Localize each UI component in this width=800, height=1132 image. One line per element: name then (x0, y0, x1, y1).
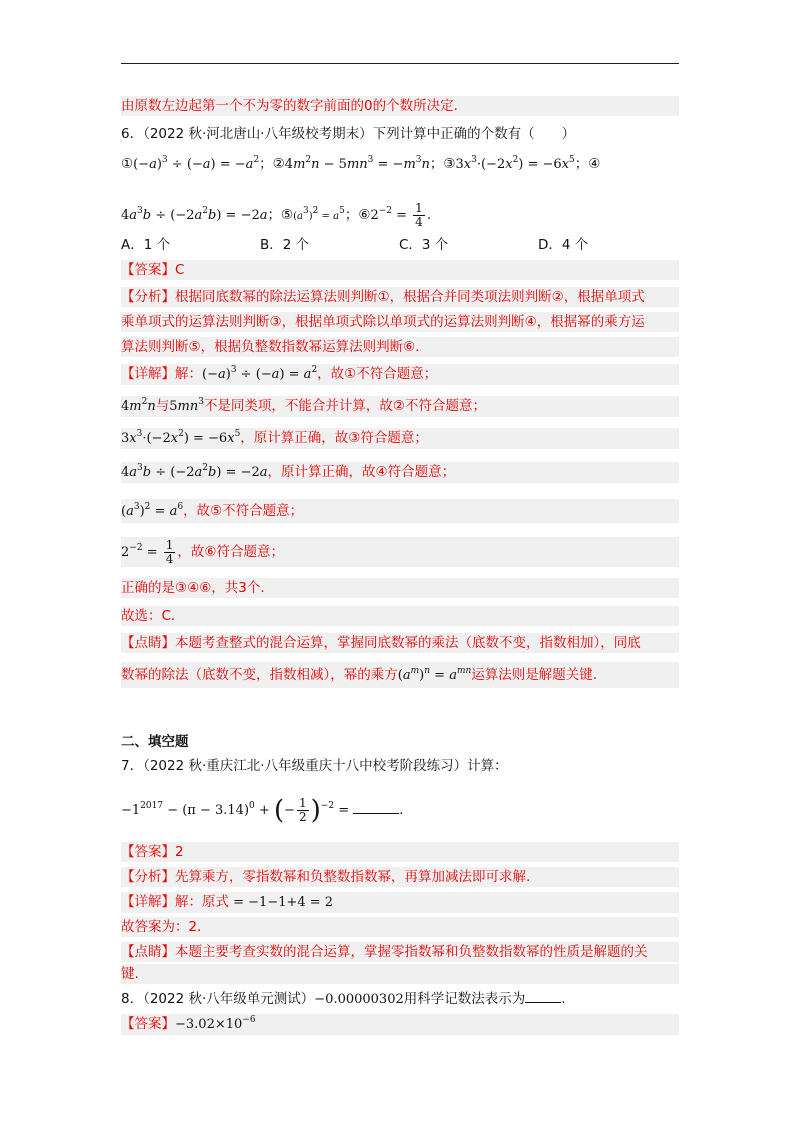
q7-stem: 7．（2022 秋·重庆江北·八年级重庆十八中校考阶段练习）计算： (121, 758, 508, 774)
comment-text: 运算法则是解题关键. (471, 667, 598, 683)
detail-expr4: $4a^3b \div (-2a^2b) = -2a$ (121, 463, 268, 480)
q7-answer (121, 842, 679, 862)
comment-expr: $(a^m)^n = a^{mn}$ (397, 666, 472, 683)
q6-detail-l6 (121, 537, 679, 567)
detail-expr1: $(-a)^3 \div (-a) = a^2$ (202, 365, 318, 382)
detail-tag: 【详解】 (121, 894, 175, 910)
q6-comment-l1 (121, 633, 679, 653)
q8-answer-expr: $-3.02\times 10^{-6}$ (175, 1015, 256, 1032)
comment-text: 本题考查整式的混合运算，掌握同底数幂的乘法（底数不变，指数相加），同底 (175, 635, 641, 651)
q6-option-a: A．1 个 (121, 237, 171, 253)
detail-expr3: $3x^3\cdot(-2x^2) = -6x^5$ (121, 429, 241, 446)
detail-expr2a: $4m^2n$ (121, 397, 156, 414)
q8-stem: 8．（2022 秋·八年级单元测试）−0.00000302用科学记数法表示为 . (121, 988, 679, 1010)
q6-items-row2 (121, 202, 679, 229)
analysis-tag: 【分析】 (121, 289, 175, 305)
q7-expression (121, 790, 679, 830)
q8-blank (525, 988, 561, 1003)
q6-comment-l2 (121, 662, 679, 688)
q7-expr: $-1^{2017} - (\pi - 3.14)^0$ + (− $\frac{1}{2}$ )$^{-2}$ = . (121, 795, 404, 826)
q6-item2-label: ；② (259, 156, 285, 172)
q7-fill: 故答案为：2. (121, 917, 679, 937)
comment-tag: 【点睛】 (121, 635, 175, 651)
q6-item5-label: ；⑤ (267, 207, 294, 223)
comment-text: 本题主要考查实数的混合运算，掌握零指数幂和负整数指数幂的性质是解题的关 (175, 944, 648, 960)
q8-stem-b: 用科学记数法表示为 (403, 991, 526, 1007)
q6-item3-expr: $3x^3\cdot(-2x^2) = -6x^5$ (455, 155, 575, 172)
q8-answer (121, 1014, 679, 1035)
detail-tag: 【详解】 (121, 366, 175, 382)
q6-detail-l2 (121, 396, 679, 417)
q6-detail-l4 (121, 462, 679, 483)
q6-item6-label: ；⑥ (344, 207, 371, 223)
q6-detail-l5 (121, 499, 679, 523)
page-header-rule (121, 63, 679, 64)
detail-expr6: $2^{-2}$ = $\frac{1}{4}$ (121, 538, 174, 566)
detail-text: 解：原式 (175, 894, 229, 910)
detail-mid: 与 (155, 398, 170, 414)
q6-item5-expr: $(a^3)^2 = a^5$ (293, 206, 345, 222)
q7-blank (353, 799, 399, 814)
analysis-text: 先算乘方，零指数幂和负整数指数幂，再算加减法即可求解. (175, 869, 531, 885)
q6-option-b: B．2 个 (260, 237, 310, 253)
analysis-text: 根据同底数幂的除法运算法则判断①，根据合并同类项法则判断②，根据单项式 (175, 289, 645, 305)
answer-tag: 【答案】 (121, 262, 175, 278)
q7-detail (121, 892, 679, 913)
q6-item6-expr: $2^{-2}$ = $\frac{1}{4}$ . (370, 201, 431, 229)
q7-comment-l1 (121, 942, 679, 962)
q6-item4-label: ；④ (574, 156, 601, 172)
detail-tail: 不是同类项，不能合并计算，故②不符合题意； (203, 398, 487, 414)
q6-item1-expr: $(-a)^3 \div (-a) = -a^2$ (133, 155, 260, 172)
answer-tag: 【答案】 (121, 844, 175, 860)
q6-analysis-l3: 算法则判断⑤，根据负整数指数幂运算法则判断⑥. (121, 337, 679, 357)
q6-item4-expr: $4a^3b \div (-2a^2b) = -2a$ (121, 206, 268, 223)
answer-tag: 【答案】 (121, 1016, 175, 1032)
q6-choose: 故选：C. (121, 606, 679, 626)
comment-text: 数幂的除法（底数不变，指数相减），幂的乘方 (121, 667, 398, 683)
comment-tag: 【点睛】 (121, 944, 175, 960)
q6-answer (121, 260, 679, 280)
q6-item2-expr: $4m^2n - 5mn^3 = -m^3n$ (284, 155, 430, 172)
q6-item1-label: ① (121, 156, 134, 172)
analysis-tag: 【分析】 (121, 869, 175, 885)
detail-tail: ，故①不符合题意； (317, 366, 438, 382)
q6-stem: 6．（2022 秋·河北唐山·八年级校考期末）下列计算中正确的个数有（ ） (121, 126, 576, 142)
carryover-text: 由原数左边起第一个不为零的数字前面的0的个数所决定. (121, 96, 679, 116)
q6-detail-l1 (121, 364, 679, 385)
detail-tail: ，原计算正确，故③符合题意； (240, 430, 428, 446)
detail-expr5: $(a^3)^2 = a^6$ (121, 502, 184, 519)
detail-expr: = −1−1+4 = 2 (229, 895, 334, 910)
detail-tail: ，故⑥符合题意； (177, 544, 284, 560)
q7-comment-l2: 键. (121, 964, 679, 984)
q8-stem-a: 8．（2022 秋·八年级单元测试） (121, 991, 315, 1007)
q6-item3-label: ；③ (429, 156, 456, 172)
answer-value: 2 (175, 844, 184, 860)
q6-analysis-l2: 乘单项式的运算法则判断③，根据单项式除以单项式的运算法则判断④，根据幂的乘方运 (121, 312, 679, 332)
q7-analysis (121, 867, 679, 887)
detail-expr2b: $5mn^3$ (169, 397, 204, 414)
q6-option-d: D．4 个 (538, 237, 589, 253)
detail-text: 解： (175, 366, 202, 382)
q8-number: −0.00000302 (314, 992, 404, 1007)
q6-conclusion: 正确的是③④⑥，共3个. (121, 578, 679, 598)
q6-items-row1 (121, 154, 679, 175)
detail-tail: ，原计算正确，故④符合题意； (267, 464, 456, 480)
q6-analysis-l1 (121, 287, 679, 307)
answer-value: C (175, 262, 185, 278)
detail-tail: ，故⑤不符合题意； (183, 503, 304, 519)
q6-detail-l3 (121, 428, 679, 449)
q6-option-c: C．3 个 (399, 237, 449, 253)
section-title: 二、填空题 (121, 734, 189, 750)
